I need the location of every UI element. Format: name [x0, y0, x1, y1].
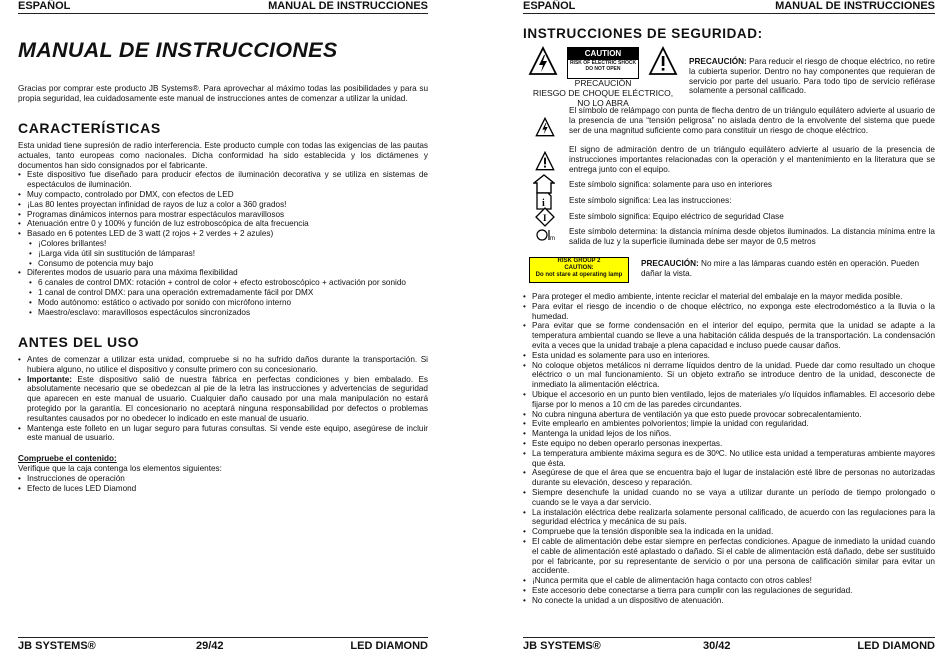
list-item: • No coloque objetos metálicos ni derrame líquidos dentro de la unidad. Puede dar como resultado un choque eléctrico o un mal funcionamiento. Si un objeto extraño se introduce dentro de la unidad, desconecte de inmediato la alimentación eléctrica.	[523, 361, 935, 390]
header-language: ESPAÑOL	[523, 0, 576, 12]
modes-sublist	[18, 278, 428, 317]
header-title: MANUAL DE INSTRUCCIONES	[268, 0, 428, 12]
footer-brand: JB SYSTEMS®	[523, 640, 601, 652]
indoor-house-icon	[533, 174, 555, 194]
footer-product: LED DIAMOND	[350, 640, 428, 652]
list-item: • No cubra ninguna abertura de ventilación ya que esto puede provocar sobrecalentamiento.	[523, 410, 935, 420]
list-item: • Maestro/esclavo: maravillosos espectáculos sincronizados	[18, 308, 428, 318]
list-item: • Para evitar que se forme condensación en el interior del equipo, permita que la unidad se adapte a la temperatura ambiental cuando se lleve a una habitación cálida después de la transportación. La condensación evita a veces que la unidad trabaje a plena capacidad e incluso puede causar daños.	[523, 321, 935, 350]
header-title: MANUAL DE INSTRUCCIONES	[775, 0, 935, 12]
list-item: • Antes de comenzar a utilizar esta unidad, compruebe si no ha sufrido daños durante la transportación. Si hubiera alguno, no utilice el dispositivo y consulte primero con su concesionario.	[18, 355, 428, 375]
important-label: Importante:	[27, 374, 73, 384]
contents-intro: Verifique que la caja contenga los elementos siguientes:	[18, 463, 222, 473]
list-item: • ¡Nunca permita que el cable de alimentación haga contacto con otros cables!	[523, 576, 935, 586]
precaucion-caption: PRECAUCIÓN RIESGO DE CHOQUE ELÉCTRICO, NO LO ABRA	[532, 78, 674, 108]
list-item: • Modo autónomo: estático o activado por sonido con micrófono interno	[18, 298, 428, 308]
features-intro: Esta unidad tiene supresión de radio interferencia. Este producto cumple con todas las exigencias de las pautas actuales, tanto europeas como nacionales. Dicha conformidad ha sido establecida y los dictámenes y documentos han sido consignados por el fabricante.	[18, 141, 428, 170]
read-symbol-text: Este símbolo significa: Lea las instrucciones:	[569, 196, 732, 205]
before-use-section	[18, 355, 428, 493]
before-use-heading: ANTES DEL USO	[18, 334, 140, 350]
svg-text:m: m	[550, 236, 555, 242]
list-item: • No conecte la unidad a un dispositivo de atenuación.	[523, 596, 935, 606]
list-item: • Ubique el accesorio en un punto bien ventilado, lejos de materiales y/o líquidos inflamables. El accesorio debe fijarse por lo menos a 10 cm de las paredes circundantes.	[523, 390, 935, 410]
list-item: • La instalación eléctrica debe realizarla solamente personal calificado, de acuerdo con las regulaciones para la seguridad eléctrica y mecánica de su país.	[523, 508, 935, 528]
precaucion-label: PRECAUCIÓN:	[689, 57, 747, 66]
intro-paragraph: Gracias por comprar este producto JB Systems®. Para aprovechar al máximo todas las posibilidades y para su propia seguridad, lea cuidadosamente este manual de instrucciones antes de comenzar a utilizar la unidad.	[18, 84, 428, 103]
lightning-symbol-text: El símbolo de relámpago con punta de flecha dentro de un triángulo equilátero advierte al usuario de la presencia de una “tensión peligrosa” no aislada dentro de la envolvente del sistema que puede ser de una magnitud suficiente como para constituir un riesgo de choque eléctrico.	[569, 106, 935, 135]
list-item: • Evite emplearlo en ambientes polvorientos; limpie la unidad con regularidad.	[523, 419, 935, 429]
svg-text:i: i	[542, 198, 545, 209]
exclamation-triangle-icon	[535, 151, 555, 171]
footer-product: LED DIAMOND	[857, 640, 935, 652]
page-header	[18, 0, 428, 14]
list-item: • El cable de alimentación debe estar siempre en perfectas condiciones. Apague de inmediato la unidad cuando el cable de alimentación esté aplastado o dañado. Si el cable de alimentación está dañado, debe ser sustituido por el fabricante, por su representante de servicio o por una persona de calificación similar para evitar un accidente.	[523, 537, 935, 576]
class-safety-icon	[535, 207, 555, 227]
list-item: • Este equipo no deben operarlo personas inexpertas.	[523, 439, 935, 449]
list-item: • Siempre desenchufe la unidad cuando no se vaya a utilizar durante un período de tiempo prolongado o cuando se le vaya a dar servicio.	[523, 488, 935, 508]
page-number: 29/42	[196, 640, 224, 652]
list-item: • ¡Las 80 lentes proyectan infinidad de rayos de luz a color a 360 grados!	[18, 200, 428, 210]
contents-list	[18, 474, 428, 494]
exclamation-symbol-text: El signo de admiración dentro de un triángulo equilátero advierte al usuario de la presencia de instrucciones importantes relacionadas con la operación y el mantenimiento en la literatura que se entrega junto con el equipo.	[569, 145, 935, 174]
page-30	[523, 0, 935, 654]
list-item: • Para evitar el riesgo de incendio o de choque eléctrico, no exponga este electrodoméstico a la lluvia o la humedad.	[523, 302, 935, 322]
distance-symbol-text: Este símbolo determina: la distancia mínima desde objetos iluminados. La distancia mínima entre la salida de luz y la superficie iluminada debe ser mayor de 0,5 metros	[569, 227, 935, 246]
list-item: • Este accesorio debe conectarse a tierra para cumplir con las regulaciones de seguridad.	[523, 586, 935, 596]
safety-list	[523, 292, 935, 606]
features-section	[18, 141, 428, 317]
page-footer	[18, 637, 428, 654]
list-item: • Importante: Este dispositivo salió de nuestra fábrica en perfectas condiciones y bien embalado. Es absolutamente necesario que se obedezcan al pie de la letra las instrucciones y advertencias de seguridad que aparecen en este manual de usuario. Cualquier daño causado por una mala manipulación no estará protegido por la garantía. El concesionario no aceptará ninguna responsabilidad por defectos o problemas resultantes causados por no obedecer lo indicado en este manual de usuario.	[18, 375, 428, 424]
risk-label: PRECAUCIÓN:	[641, 259, 699, 268]
list-item: • Diferentes modos de usuario para una máxima flexibilidad	[18, 268, 428, 278]
risk-text: No mire a las lámparas cuando estén en operación. Pueden dañar la vista.	[641, 259, 920, 278]
lightning-warning-icon	[528, 46, 558, 76]
class-symbol-text: Este símbolo significa: Equipo eléctrico de seguridad Clase	[569, 212, 784, 221]
features-list	[18, 170, 428, 239]
list-item: • La temperatura ambiente máxima segura es de 30ºC. No utilice esta unidad a temperaturas ambiente mayores que ésta.	[523, 449, 935, 469]
list-item: • Programas dinámicos internos para mostrar espectáculos maravillosos	[18, 210, 428, 220]
contents-label: Compruebe el contenido:	[18, 454, 117, 464]
list-item: • Muy compacto, controlado por DMX, con efectos de LED	[18, 190, 428, 200]
list-item: • Mantenga este folleto en un lugar seguro para futuras consultas. Si vende este equipo, asegúrese de incluir este manual de usuario.	[18, 424, 428, 444]
indoor-symbol-text: Este símbolo significa: solamente para uso en interiores	[569, 180, 772, 189]
list-item: • ¡Colores brillantes!	[18, 239, 428, 249]
list-item: • Instrucciones de operación	[18, 474, 428, 484]
list-item: • Mantenga la unidad lejos de los niños.	[523, 429, 935, 439]
list-item: • Asegúrese de que el área que se encuentra bajo el lugar de instalación esté libre de personas no autorizadas durante su elevación, desceso y reparación.	[523, 468, 935, 488]
list-item: • Este dispositivo fue diseñado para producir efectos de iluminación decorativa y se utiliza en sistemas de espectáculos de iluminación.	[18, 170, 428, 190]
list-item: • Para proteger el medio ambiente, intente reciclar el material del embalaje en la mayor medida posible.	[523, 292, 935, 302]
list-item: • Consumo de potencia muy bajo	[18, 259, 428, 269]
precaucion-text: Para reducir el riesgo de choque eléctrico, no retire la cubierta superior. Dentro no hay componentes que requieran de servicio por parte del usuario. Para todo tipo de servicio refiérase solamente a personal calificado.	[689, 57, 935, 96]
svg-text:I: I	[543, 213, 547, 223]
led-sublist	[18, 239, 428, 268]
safety-list-section	[523, 292, 935, 606]
page-footer	[523, 637, 935, 654]
list-item: • Atenuación entre 0 y 100% y función de luz estroboscópica de alta frecuencia	[18, 219, 428, 229]
list-item: • 1 canal de control DMX: para una operación extremadamente fácil por DMX	[18, 288, 428, 298]
header-language: ESPAÑOL	[18, 0, 71, 12]
page-title: MANUAL DE INSTRUCCIONES	[18, 38, 338, 62]
risk-group-label: RISK GROUP 2 CAUTION: Do not stare at operating lamp	[529, 257, 629, 283]
list-item: • Compruebe que la tensión disponible sea la indicada en la unidad.	[523, 527, 935, 537]
list-item: • 6 canales de control DMX: rotación + control de color + efecto estroboscópico + activación por sonido	[18, 278, 428, 288]
page-29	[18, 0, 428, 654]
list-item: • Esta unidad es solamente para uso en interiores.	[523, 351, 935, 361]
exclamation-warning-icon	[648, 46, 678, 76]
caution-label-box: CAUTION RISK OF ELECTRIC SHOCK DO NOT OPEN	[567, 47, 639, 79]
page-number: 30/42	[703, 640, 731, 652]
list-item: • Efecto de luces LED Diamond	[18, 484, 428, 494]
features-heading: CARACTERÍSTICAS	[18, 120, 161, 136]
list-item: • Basado en 6 potentes LED de 3 watt (2 rojos + 2 verdes + 2 azules)	[18, 229, 428, 239]
footer-brand: JB SYSTEMS®	[18, 640, 96, 652]
list-item: • ¡Larga vida útil sin sustitución de lámparas!	[18, 249, 428, 259]
lightning-triangle-icon	[535, 117, 555, 137]
minimum-distance-icon	[535, 227, 557, 243]
safety-title: INSTRUCCIONES DE SEGURIDAD:	[523, 26, 763, 41]
page-header	[523, 0, 935, 14]
